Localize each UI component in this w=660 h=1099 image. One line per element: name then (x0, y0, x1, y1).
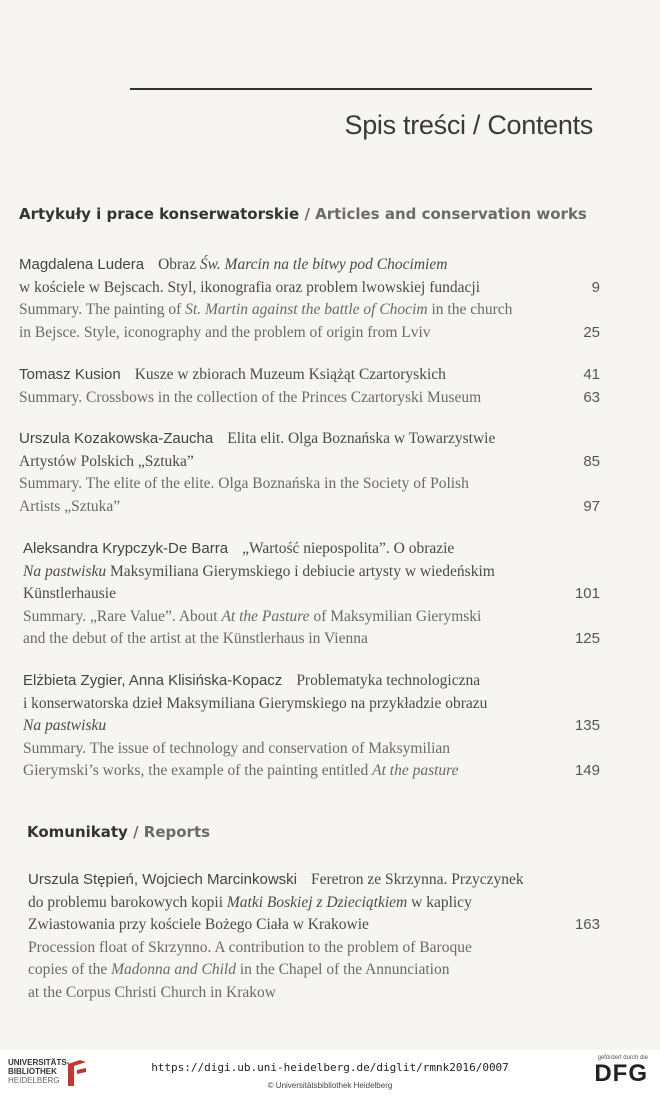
toc-entry-line (19, 277, 600, 300)
toc-entry-line (19, 254, 600, 277)
toc-entry-line (23, 738, 600, 761)
toc-entry-line (28, 937, 600, 960)
page-number: 163 (574, 916, 600, 933)
toc-entry-line (28, 982, 600, 1005)
title-text: Kusze w zbiorach Muzeum Książąt Czartoryskich (134, 366, 446, 383)
toc-entry-line (28, 869, 600, 892)
toc-entry-line (23, 715, 600, 738)
toc-entry-line (23, 670, 600, 693)
title-text: Artists „Sztuka” (19, 497, 121, 515)
toc-entry-line (19, 473, 600, 496)
title-text: copies of the (28, 961, 112, 978)
title-text: Procession float of Skrzynno. A contribution to the problem of Baroque (28, 938, 472, 956)
author-name: Urszula Kozakowska-Zaucha (19, 430, 214, 447)
title-text: do problemu barokowych kopii (28, 893, 227, 911)
title-text: „Wartość niepospolita”. O obrazie (242, 540, 455, 557)
title-text: in the Chapel of the Annunciation (235, 961, 450, 978)
toc-entry-line (19, 428, 600, 451)
toc-entry-line (19, 496, 600, 519)
title-italic: Św. Marcin na tle bitwy pod Chocimiem (199, 256, 448, 273)
page-number: 125 (574, 630, 600, 647)
section-heading-reports (27, 823, 210, 841)
toc-entry[interactable] (23, 538, 600, 651)
copyright-notice: © Universitätsbibliothek Heidelberg (267, 1081, 393, 1090)
toc-entry-line (23, 693, 600, 716)
section-heading-articles (19, 205, 587, 223)
page-number: 25 (583, 323, 600, 341)
title-text: in the church (427, 301, 513, 318)
contents-title: Spis treści / Contents (344, 110, 593, 140)
title-text: i konserwatorska dzieł Maksymiliana Gierymskiego na przykładzie obrazu (23, 694, 488, 712)
logo-text-line: HEIDELBERG (8, 1076, 60, 1085)
title-text: Summary. The painting of (19, 301, 186, 318)
toc-entry-line (19, 364, 600, 387)
title-text: and the debut of the artist at the Künstlerhaus in Vienna (23, 630, 368, 647)
title-italic: St. Martin against the battle of Chocim (185, 301, 428, 318)
author-name: Aleksandra Krypczyk-De Barra (23, 540, 229, 557)
section-heading-pl: Komunikaty (27, 823, 128, 841)
title-italic: Na pastwisku (23, 717, 107, 734)
title-text: Artystów Polskich „Sztuka” (19, 452, 194, 470)
title-text: w kościele w Bejscach. Styl, ikonografia oraz problem lwowskiej fundacji (19, 278, 480, 296)
title-text: Summary. „Rare Value”. About (23, 607, 222, 625)
title-italic: Madonna and Child (111, 961, 236, 978)
toc-entry-line (23, 760, 600, 783)
section-heading-en: Reports (143, 823, 211, 841)
toc-entry-line (19, 451, 600, 474)
logo-text-line: BIBLIOTHEK (8, 1067, 57, 1076)
title-text: Obraz (158, 256, 200, 273)
toc-entry[interactable] (19, 428, 600, 518)
dfg-logo[interactable] (594, 1055, 648, 1087)
title-text: Elita elit. Olga Boznańska w Towarzystwie (227, 430, 496, 447)
toc-entry-line (23, 606, 600, 629)
toc-entry-line (23, 628, 600, 651)
section-heading-en: Articles and conservation works (315, 205, 587, 223)
dfg-funding-note: gefördert durch die (597, 1055, 648, 1061)
title-text: Maksymiliana Gierymskiego i debiucie artysty w wiedeńskim (106, 562, 495, 580)
toc-entry-line (23, 561, 600, 584)
title-text: at the Corpus Christi Church in Krakow (28, 983, 276, 1001)
title-text: Problematyka technologiczna (296, 672, 481, 689)
section-heading-pl: Artykuły i prace konserwatorskie (19, 205, 300, 223)
toc-entry-line (28, 914, 600, 937)
toc-entry-line (28, 892, 600, 915)
title-italic: Matki Boskiej z Dzieciątkiem (226, 893, 408, 911)
page-number: 9 (591, 278, 600, 296)
author-name: Magdalena Ludera (19, 256, 145, 273)
dfg-wordmark: DFG (594, 1060, 648, 1087)
page-number: 97 (583, 497, 600, 515)
toc-entry-line (23, 583, 600, 606)
title-text: Gierymski’s works, the example of the painting entitled (23, 762, 373, 779)
page-number: 63 (583, 388, 600, 406)
author-name: Elżbieta Zygier, Anna Klisińska-Kopacz (23, 672, 283, 689)
page-number: 135 (574, 717, 600, 734)
title-text: Feretron ze Skrzynna. Przyczynek (310, 871, 524, 888)
author-name: Tomasz Kusion (19, 366, 121, 383)
title-text: Summary. The elite of the elite. Olga Boznańska in the Society of Polish (19, 475, 469, 492)
title-text: of Maksymilian Gierymski (309, 607, 482, 625)
toc-entry-line (28, 959, 600, 982)
logo-text-line: UNIVERSITÄTS- (8, 1058, 70, 1067)
title-text: w kaplicy (407, 893, 472, 911)
toc-entry[interactable] (23, 670, 600, 783)
title-text: Zwiastowania przy kościele Bożego Ciała w Krakowie (28, 916, 369, 933)
author-name: Urszula Stępień, Wojciech Marcinkowski (28, 871, 297, 888)
title-text: Summary. Crossbows in the collection of the Princes Czartoryski Museum (19, 388, 482, 406)
title-italic: At the pasture (372, 762, 459, 779)
document-url-link[interactable]: https://digi.ub.uni-heidelberg.de/diglit/rmnk2016/0007 (151, 1061, 509, 1074)
toc-entry[interactable] (19, 364, 600, 409)
title-text: in Bejsce. Style, iconography and the problem of origin from Lviv (19, 323, 431, 341)
page-number: 149 (574, 762, 600, 779)
toc-entry[interactable] (19, 254, 600, 344)
toc-entry[interactable] (28, 869, 600, 1004)
section-heading-separator: / (299, 205, 316, 223)
page-number: 101 (574, 585, 600, 602)
title-text: Summary. The issue of technology and conservation of Maksymilian (23, 739, 451, 757)
toc-entry-line (19, 387, 600, 410)
page-number: 41 (583, 366, 600, 383)
toc-entry-line (19, 322, 600, 345)
title-rule (130, 88, 592, 90)
page-number: 85 (583, 452, 600, 470)
title-text: Künstlerhausie (23, 585, 116, 602)
footer-bar (0, 1050, 660, 1099)
title-italic: Na pastwisku (23, 562, 107, 580)
section-heading-separator: / (127, 823, 144, 841)
toc-entry-line (19, 299, 600, 322)
title-italic: At the Pasture (221, 607, 310, 625)
toc-entry-line (23, 538, 600, 561)
